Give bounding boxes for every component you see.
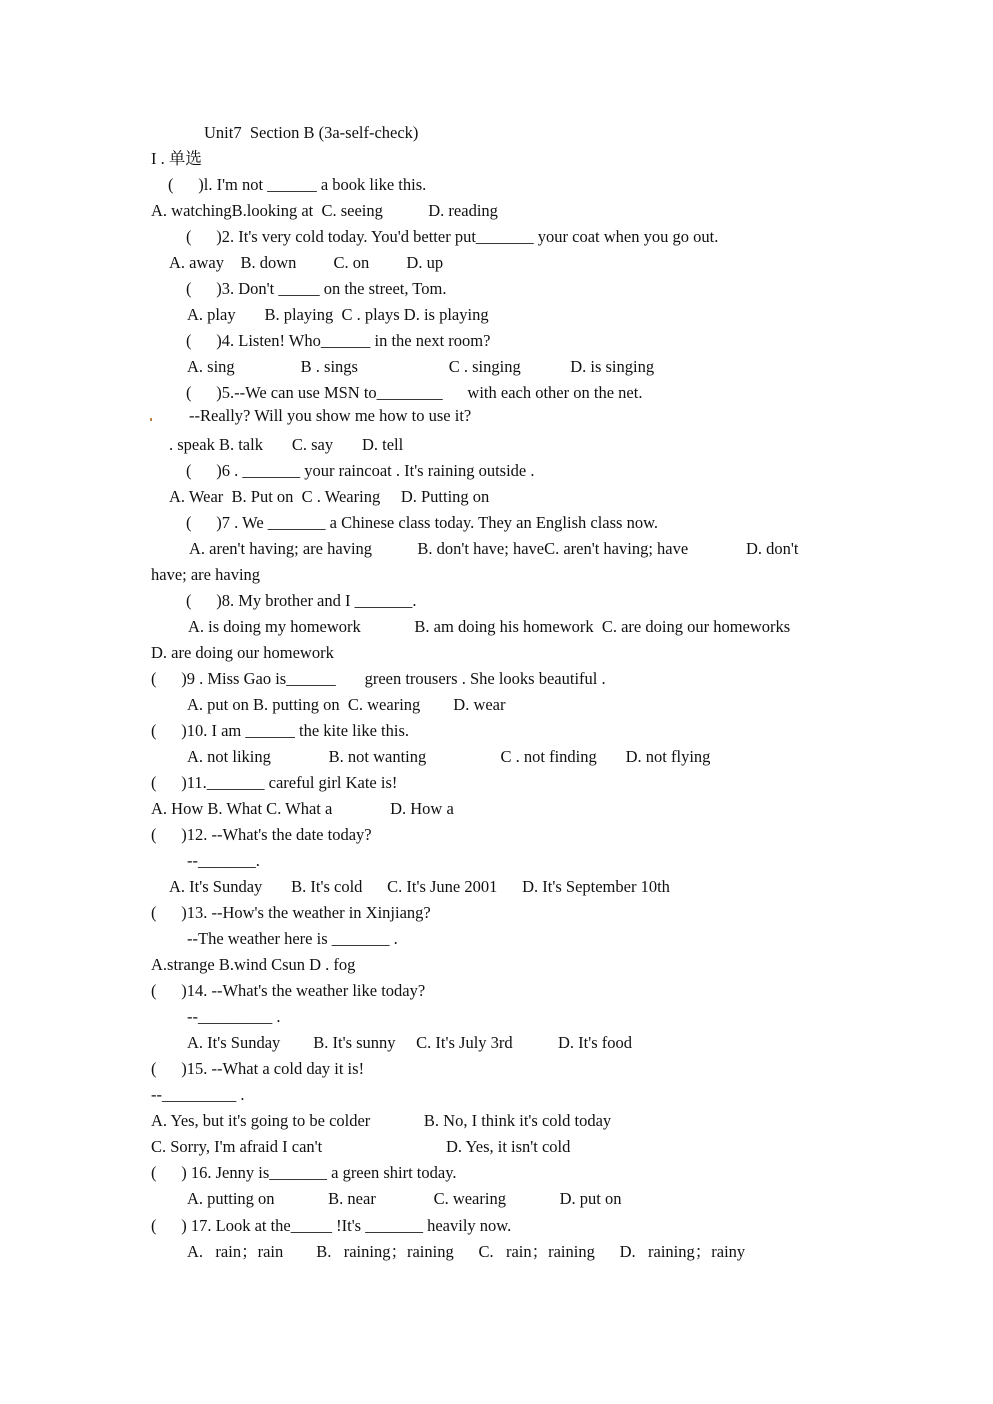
question-5-options: . speak B. talk C. say D. tell <box>169 435 404 454</box>
question-13-options: A.strange B.wind Csun D . fog <box>151 955 356 974</box>
question-11: ( )11._______ careful girl Kate is! <box>151 773 398 792</box>
worksheet-title: Unit7 Section B (3a-self-check) <box>204 123 419 142</box>
stray-mark <box>150 418 152 421</box>
question-12-reply: --_______. <box>187 851 260 870</box>
question-10-options: A. not liking B. not wanting C . not finding D. not flying <box>187 747 711 766</box>
question-4: ( )4. Listen! Who______ in the next room? <box>186 331 491 350</box>
question-9-options: A. put on B. putting on C. wearing D. wear <box>187 695 506 714</box>
question-16-options: A. putting on B. near C. wearing D. put on <box>187 1189 622 1208</box>
question-14-reply: --_________ . <box>187 1007 281 1026</box>
question-11-options: A. How B. What C. What a D. How a <box>151 799 454 818</box>
question-13-reply: --The weather here is _______ . <box>187 929 398 948</box>
question-17: ( ) 17. Look at the_____ !It's _______ heavily now. <box>151 1216 512 1235</box>
question-1: ( )l. I'm not ______ a book like this. <box>168 175 427 194</box>
question-3: ( )3. Don't _____ on the street, Tom. <box>186 279 447 298</box>
question-7-options: A. aren't having; are having B. don't have; haveC. aren't having; have D. don't <box>189 539 799 558</box>
question-15-options-ab: A. Yes, but it's going to be colder B. No, I think it's cold today <box>151 1111 612 1130</box>
question-5-reply: --Really? Will you show me how to use it? <box>189 406 472 425</box>
question-7-options-cont: have; are having <box>151 565 261 584</box>
question-10: ( )10. I am ______ the kite like this. <box>151 721 409 740</box>
question-4-options: A. sing B . sings C . singing D. is singing <box>187 357 655 376</box>
question-6: ( )6 . _______ your raincoat . It's raining outside . <box>186 461 535 480</box>
question-1-options: A. watchingB.looking at C. seeing D. reading <box>151 201 498 220</box>
question-15-options-cd: C. Sorry, I'm afraid I can't D. Yes, it isn't cold <box>151 1137 571 1156</box>
question-5: ( )5.--We can use MSN to________ with each other on the net. <box>186 383 643 402</box>
question-14-options: A. It's Sunday B. It's sunny C. It's July 3rd D. It's food <box>187 1033 633 1052</box>
section-heading: I . 单选 <box>151 149 202 168</box>
question-13: ( )13. --How's the weather in Xinjiang? <box>151 903 431 922</box>
question-17-options: A. rain；rain B. raining；raining C. rain；raining D. raining；rainy <box>187 1242 746 1261</box>
question-6-options: A. Wear B. Put on C . Wearing D. Putting on <box>169 487 490 506</box>
question-12: ( )12. --What's the date today? <box>151 825 372 844</box>
question-15-reply: --_________ . <box>151 1085 245 1104</box>
question-14: ( )14. --What's the weather like today? <box>151 981 426 1000</box>
question-3-options: A. play B. playing C . plays D. is playing <box>187 305 489 324</box>
question-9: ( )9 . Miss Gao is______ green trousers . She looks beautiful . <box>151 669 606 688</box>
question-12-options: A. It's Sunday B. It's cold C. It's June 2001 D. It's September 10th <box>169 877 670 896</box>
question-8-options-cont: D. are doing our homework <box>151 643 334 662</box>
question-7: ( )7 . We _______ a Chinese class today. They an English class now. <box>186 513 659 532</box>
question-8: ( )8. My brother and I _______. <box>186 591 417 610</box>
question-2-options: A. away B. down C. on D. up <box>169 253 444 272</box>
question-16: ( ) 16. Jenny is_______ a green shirt today. <box>151 1163 457 1182</box>
question-8-options: A. is doing my homework B. am doing his homework C. are doing our homeworks <box>188 617 791 636</box>
question-15: ( )15. --What a cold day it is! <box>151 1059 365 1078</box>
question-2: ( )2. It's very cold today. You'd better put_______ your coat when you go out. <box>186 227 719 246</box>
